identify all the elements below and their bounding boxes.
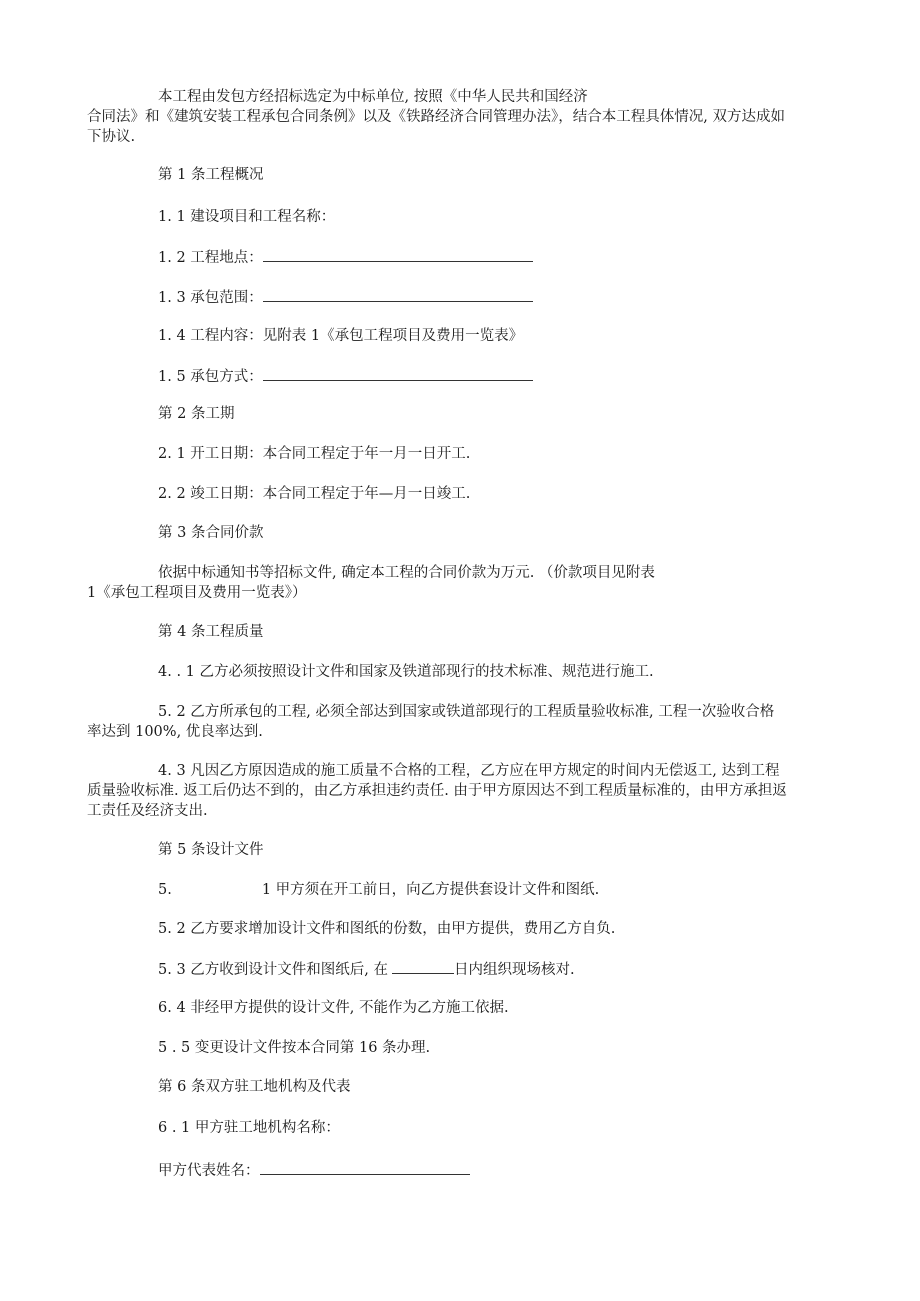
clause-1-3 — [158, 287, 533, 308]
intro-line-3: 下协议. — [87, 129, 136, 145]
clause-5-3-tail: 日内组织现场核对. — [454, 962, 575, 978]
clause-1-2-label: 1. 2 工程地点： — [158, 250, 263, 266]
article-3-text-1: 依据中标通知书等招标文件, 确定本工程的合同价款为万元. （价款项目见附表 — [158, 565, 655, 581]
clause-5-1-text: 1 甲方须在开工前日，向乙方提供套设计文件和图纸. — [261, 882, 600, 898]
clause-5-5: 5 . 5 变更设计文件按本合同第 16 条办理. — [158, 1040, 431, 1056]
intro-line-1: 本工程由发包方经招标选定为中标单位, 按照《中华人民共和国经济 — [158, 89, 588, 105]
clause-4-3-line-2: 质量验收标准. 返工后仍达不到的，由乙方承担违约责任. 由于甲方原因达不到工程质量标准的，由甲方承担返 — [87, 783, 787, 799]
clause-4-3-line-1: 4. 3 凡因乙方原因造成的施工质量不合格的工程，乙方应在甲方规定的时间内无偿返工, 达到工程 — [158, 763, 780, 779]
intro-line-2: 合同法》和《建筑安装工程承包合同条例》以及《铁路经济合同管理办法》，结合本工程具体情况, 双方达成如 — [87, 109, 785, 125]
article-2-heading: 第 2 条工期 — [158, 406, 235, 422]
article-5-heading: 第 5 条设计文件 — [158, 842, 264, 858]
clause-5-3 — [158, 959, 575, 980]
article-4-heading: 第 4 条工程质量 — [158, 624, 264, 640]
article-3-text-2: 1《承包工程项目及费用一览表》） — [87, 585, 307, 601]
clause-5-4: 6. 4 非经甲方提供的设计文件, 不能作为乙方施工依据. — [158, 1000, 509, 1016]
blank-line — [263, 247, 533, 262]
clause-4-3-line-3: 工责任及经济支出. — [87, 803, 208, 819]
clause-1-4: 1. 4 工程内容：见附表 1《承包工程项目及费用一览表》 — [158, 328, 524, 344]
article-3-heading: 第 3 条合同价款 — [158, 525, 264, 541]
blank-line — [392, 959, 454, 974]
article-6-heading: 第 6 条双方驻工地机构及代表 — [158, 1079, 351, 1095]
article-1-heading: 第 1 条工程概况 — [158, 167, 264, 183]
blank-line — [263, 287, 533, 302]
party-a-rep-name — [158, 1160, 470, 1181]
clause-4-2-line-1: 5. 2 乙方所承包的工程, 必须全部达到国家或铁道部现行的工程质量验收标准, 工程一次验收合格 — [158, 704, 775, 720]
clause-6-1: 6 . 1 甲方驻工地机构名称： — [158, 1120, 340, 1136]
clause-5-1-number: 5. — [158, 882, 172, 898]
clause-1-3-label: 1. 3 承包范围： — [158, 290, 263, 306]
clause-5-3-text: 5. 3 乙方收到设计文件和图纸后, 在 — [158, 962, 388, 978]
blank-line — [263, 366, 533, 381]
clause-2-1: 2. 1 开工日期：本合同工程定于年一月一日开工. — [158, 446, 471, 462]
clause-2-2: 2. 2 竣工日期：本合同工程定于年—月一日竣工. — [158, 486, 471, 502]
clause-4-1: 4. . 1 乙方必须按照设计文件和国家及铁道部现行的技术标准、规范进行施工. — [158, 664, 654, 680]
clause-1-2 — [158, 247, 533, 268]
clause-4-2-line-2: 率达到 100%, 优良率达到. — [87, 724, 263, 740]
clause-1-5 — [158, 366, 533, 387]
party-a-rep-label: 甲方代表姓名： — [158, 1163, 260, 1179]
clause-1-1: 1. 1 建设项目和工程名称： — [158, 209, 336, 225]
clause-5-2: 5. 2 乙方要求增加设计文件和图纸的份数，由甲方提供，费用乙方自负. — [158, 921, 616, 937]
blank-line — [260, 1160, 470, 1175]
clause-1-5-label: 1. 5 承包方式： — [158, 369, 263, 385]
clause-5-1 — [158, 880, 599, 900]
